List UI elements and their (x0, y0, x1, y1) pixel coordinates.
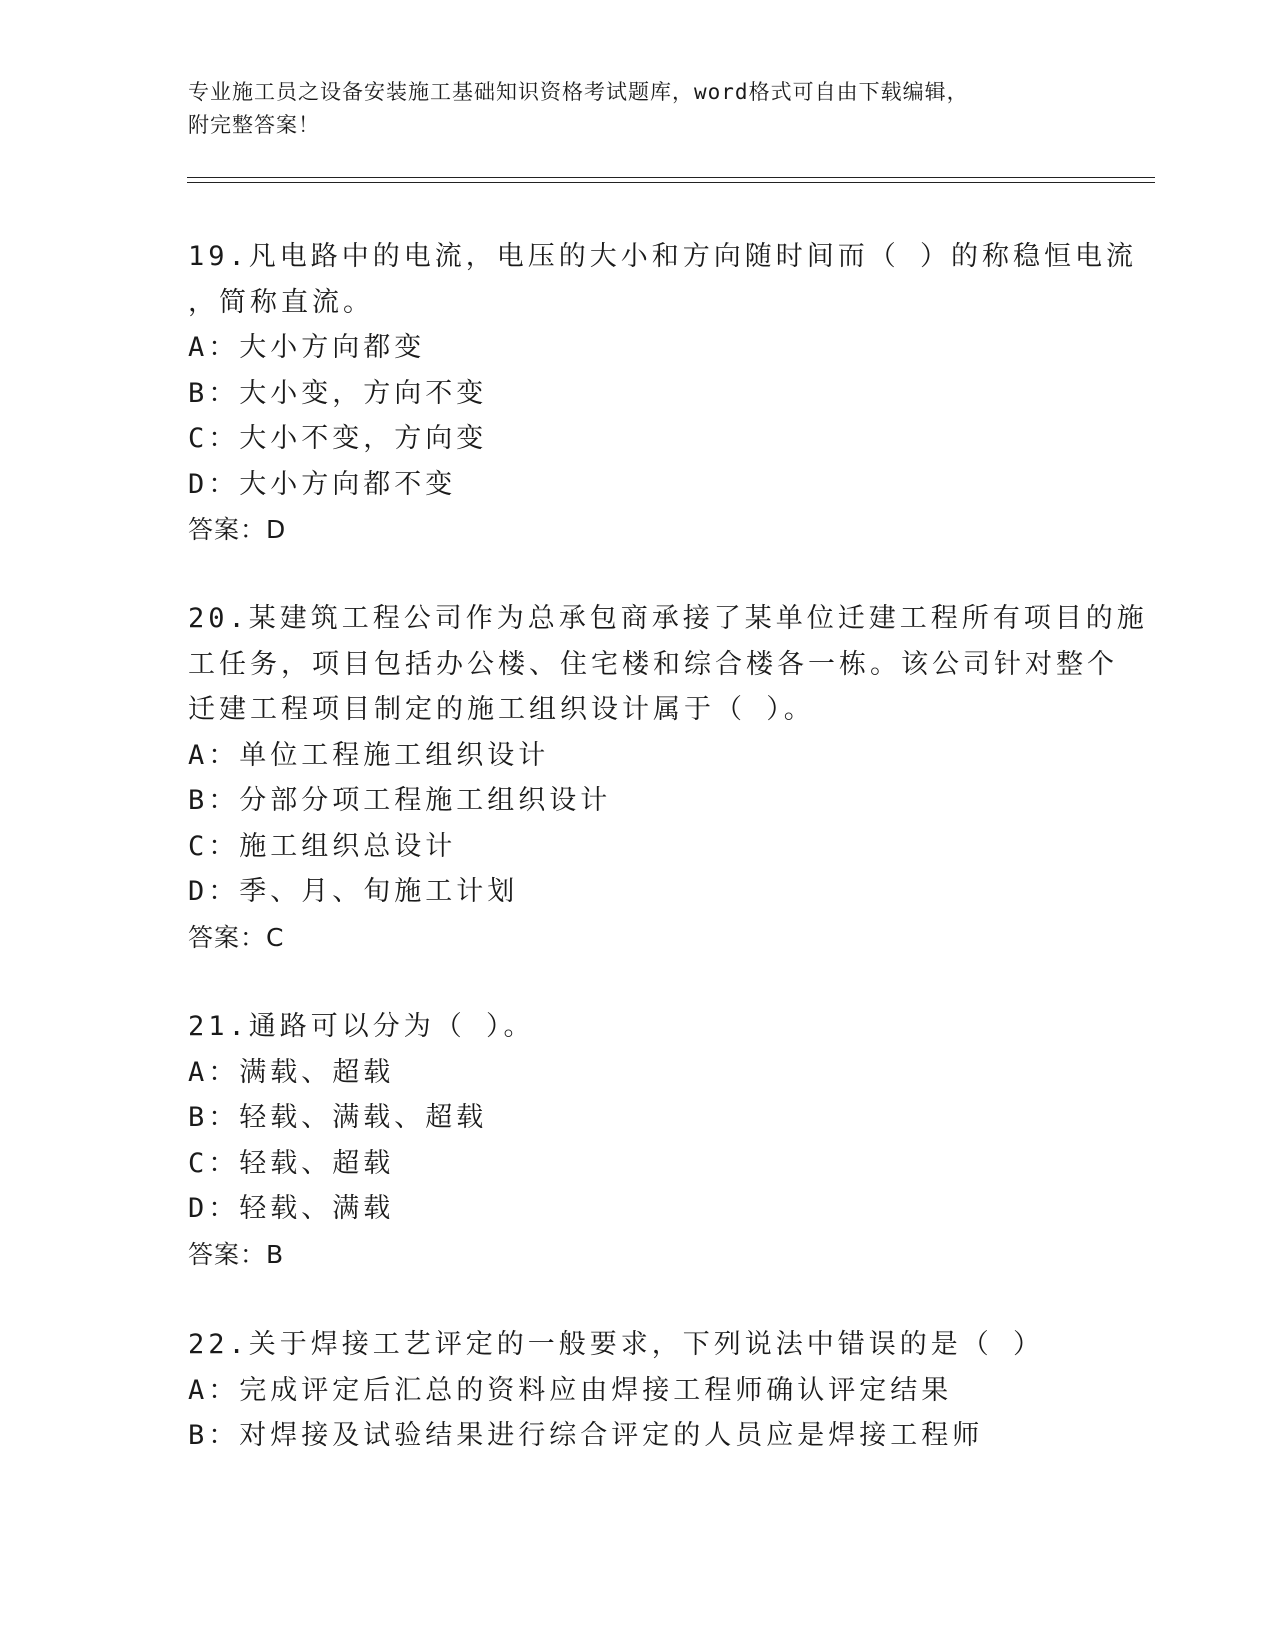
question-stem-line: 工任务，项目包括办公楼、住宅楼和综合楼各一栋。该公司针对整个 (188, 648, 1118, 680)
option-c: C：施工组织总设计 (188, 830, 457, 862)
option-a: A：满载、超载 (188, 1056, 395, 1088)
option-c: C：大小不变，方向变 (188, 423, 488, 454)
question-19 (188, 234, 1138, 553)
question-20 (188, 596, 1148, 960)
option-d: D：大小方向都不变 (188, 468, 457, 500)
question-stem-line: 迁建工程项目制定的施工组织设计属于（ ）。 (188, 694, 815, 725)
answer-line: 答案：D (188, 515, 287, 544)
option-b: B：分部分项工程施工组织设计 (188, 785, 612, 816)
question-22 (188, 1322, 1088, 1459)
option-d: D：季、月、旬施工计划 (188, 876, 519, 907)
question-stem-line: 22.关于焊接工艺评定的一般要求，下列说法中错误的是（ ） (188, 1329, 1045, 1360)
header-title-line-2: 附完整答案！ (188, 113, 320, 137)
question-stem-line: 20.某建筑工程公司作为总承包商承接了某单位迁建工程所有项目的施 (188, 603, 1148, 634)
option-c: C：轻载、超载 (188, 1147, 395, 1179)
option-a: A：单位工程施工组织设计 (188, 739, 550, 771)
question-stem-line: 19.凡电路中的电流，电压的大小和方向随时间而（ ）的称稳恒电流 (188, 241, 1138, 272)
option-a: A：大小方向都变 (188, 332, 426, 363)
option-b: B：轻载、满载、超载 (188, 1102, 488, 1133)
answer-line: 答案：B (188, 1239, 285, 1269)
option-d: D：轻载、满载 (188, 1193, 395, 1224)
header-divider-top (187, 177, 1155, 178)
option-a: A：完成评定后汇总的资料应由焊接工程师确认评定结果 (188, 1374, 953, 1406)
document-header (188, 76, 1088, 142)
question-stem-line: ，简称直流。 (188, 286, 374, 318)
header-title-line-1: 专业施工员之设备安装施工基础知识资格考试题库，word格式可自由下载编辑， (188, 80, 969, 104)
option-b: B：对焊接及试验结果进行综合评定的人员应是焊接工程师 (188, 1420, 984, 1451)
question-21 (188, 1004, 1088, 1277)
header-divider-bottom (187, 182, 1155, 183)
answer-line: 答案：C (188, 922, 285, 952)
question-stem-line: 21.通路可以分为（ ）。 (188, 1011, 535, 1042)
option-b: B：大小变，方向不变 (188, 377, 488, 409)
